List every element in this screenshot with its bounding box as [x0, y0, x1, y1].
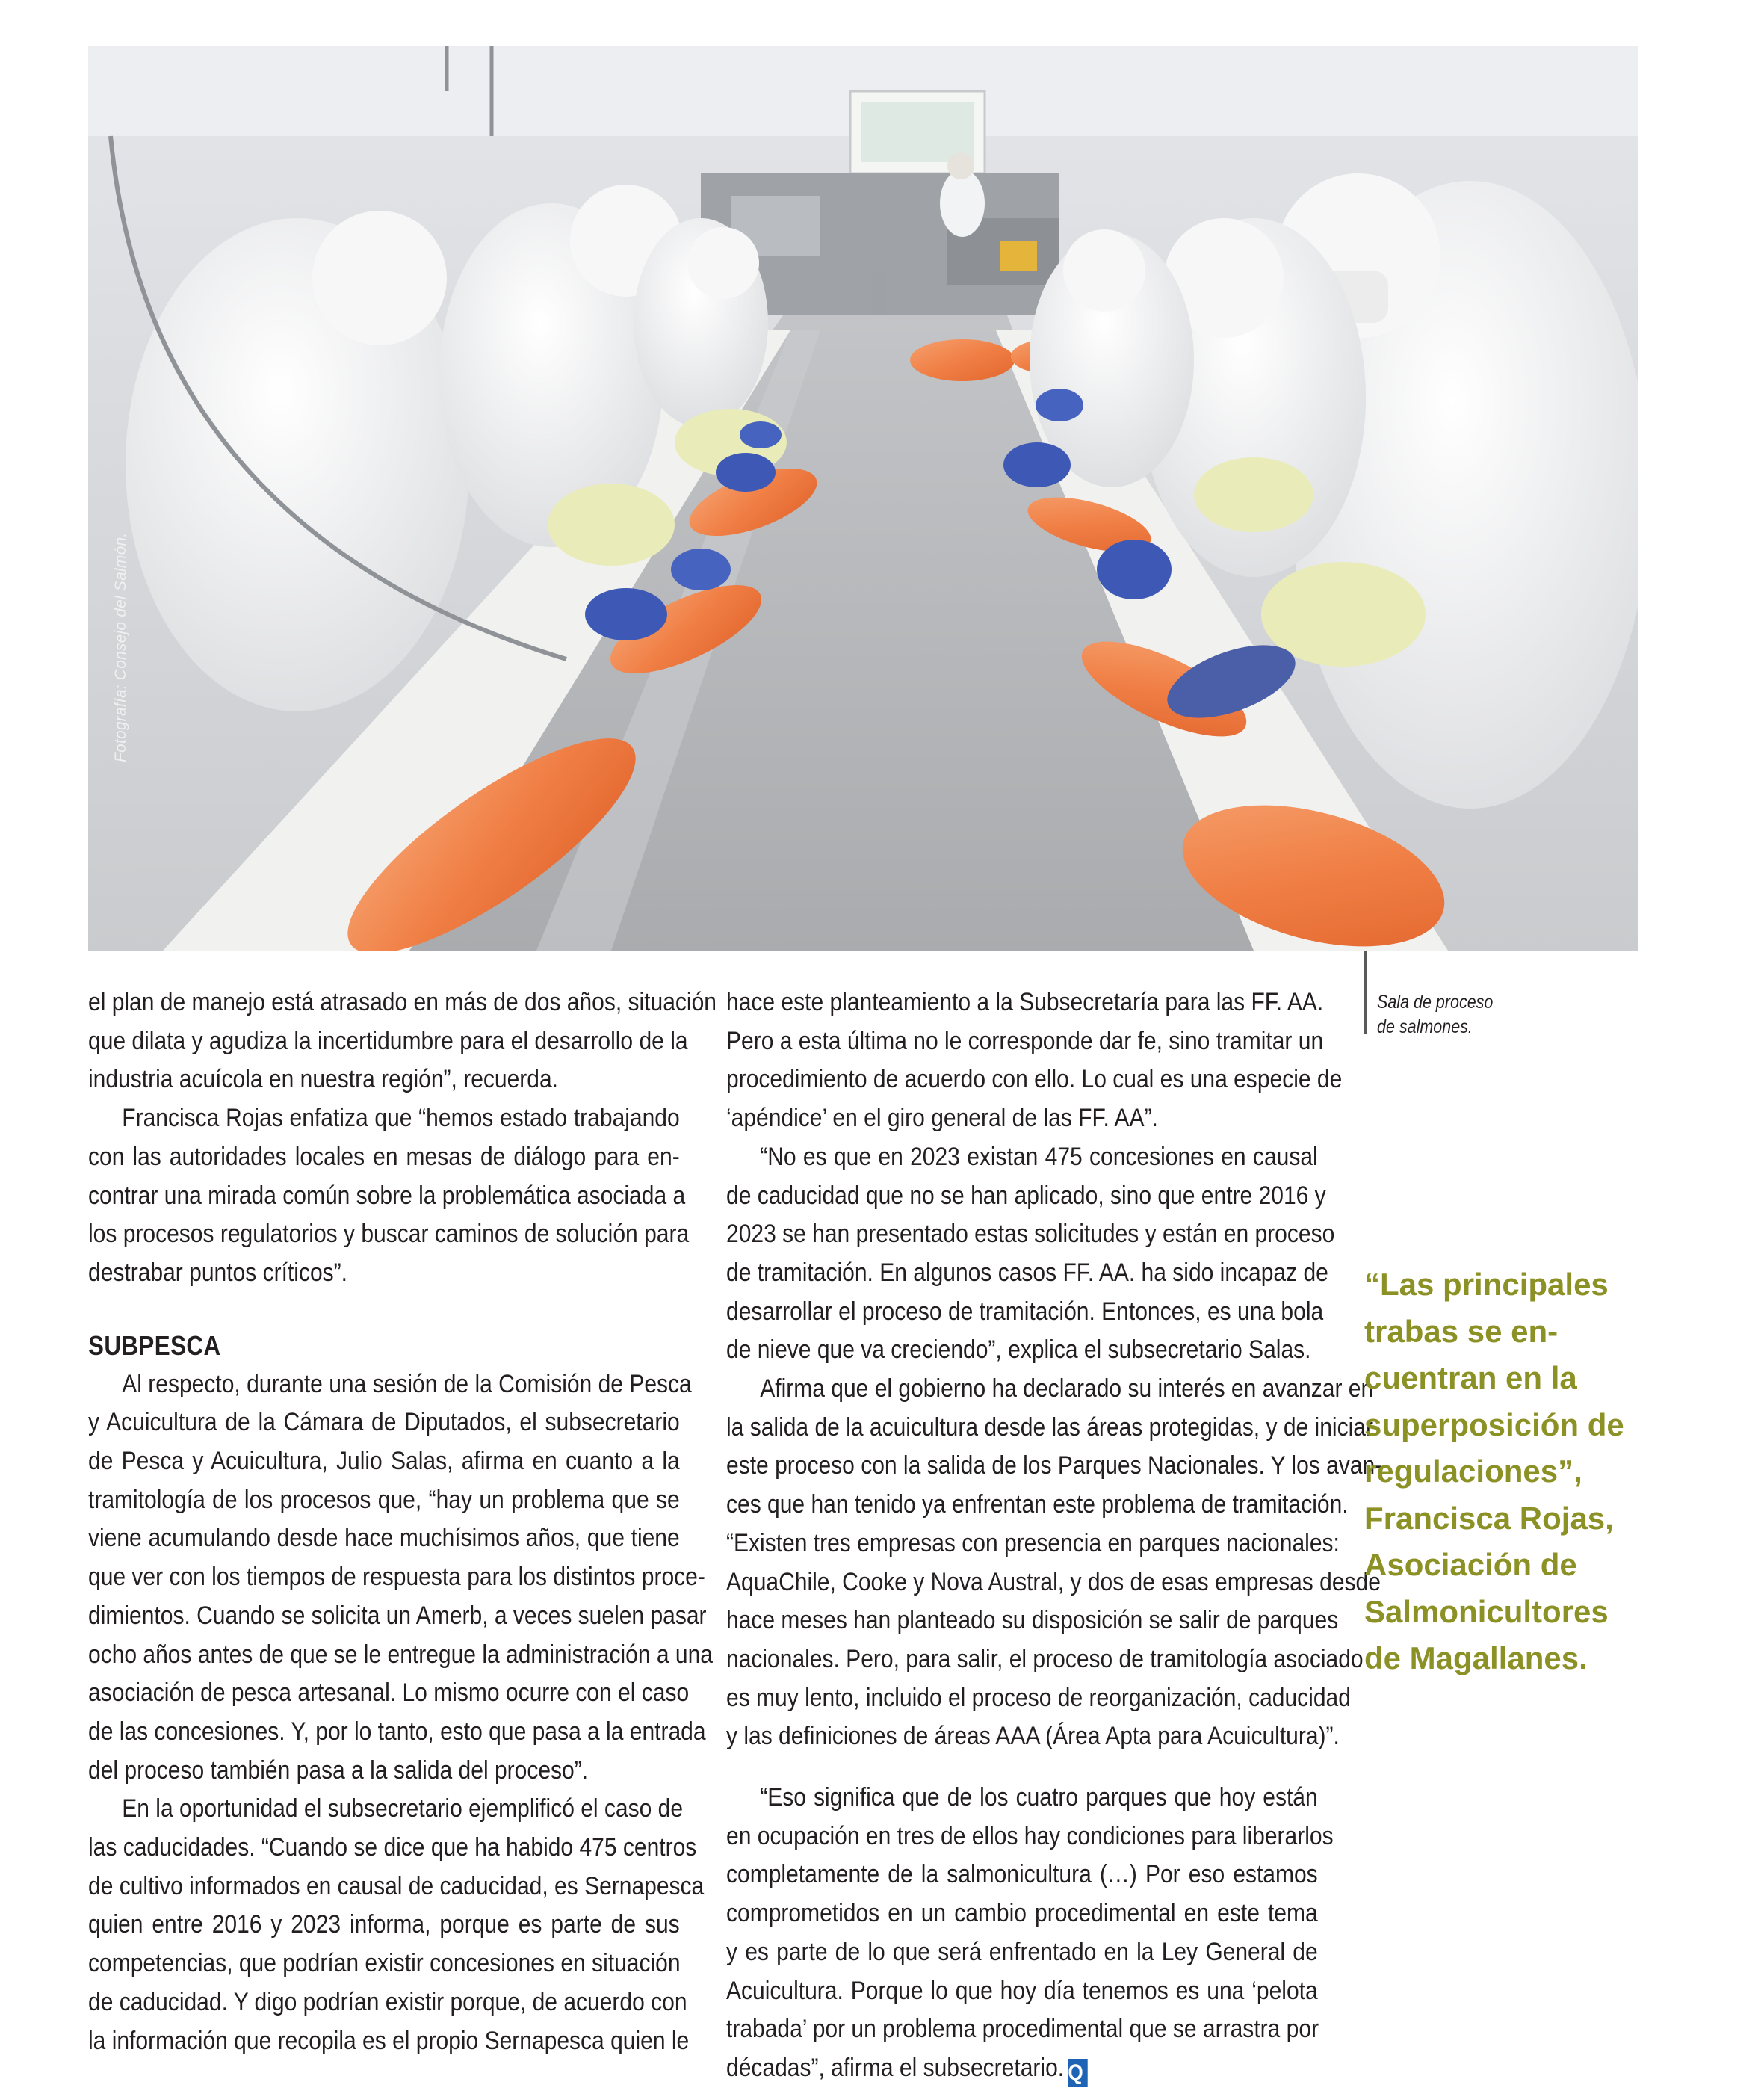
article-column-left [88, 983, 717, 2060]
salmon-processing-photo [88, 46, 1638, 951]
body-line: este proceso con la salida de los Parques Nacionales. Y los avan- [726, 1451, 1383, 1480]
pull-quote-line: “Las principales [1364, 1267, 1609, 1302]
body-line: 2023 se han presentado estas solicitudes y están en proceso [726, 1220, 1335, 1249]
body-line: industria acuícola en nuestra región”, recuerda. [88, 1065, 559, 1094]
body-line: y Acuicultura de la Cámara de Diputados, el subsecretario [88, 1408, 680, 1437]
body-line: ocho años antes de que se le entregue la administración a una [88, 1640, 714, 1669]
pull-quote-line: trabas se en- [1364, 1313, 1559, 1349]
pull-quote [1364, 1261, 1693, 1682]
body-line: hace este planteamiento a la Subsecretaría para las FF. AA. [726, 988, 1324, 1016]
photo-caption [1377, 990, 1544, 1040]
body-line: que ver con los tiempos de respuesta para los distintos proce- [88, 1563, 705, 1592]
body-line: nacionales. Pero, para salir, el proceso de tramitología asociado [726, 1644, 1364, 1673]
body-line: ‘apéndice’ en el giro general de las FF. AA”. [726, 1104, 1158, 1133]
body-line: de las concesiones. Y, por lo tanto, esto que pasa a la entrada [88, 1717, 706, 1746]
caption-rule [1364, 951, 1367, 1034]
body-line: asociación de pesca artesanal. Lo mismo ocurre con el caso [88, 1678, 690, 1708]
body-line: con las autoridades locales en mesas de diálogo para en- [88, 1142, 680, 1171]
body-line: es muy lento, incluido el proceso de reorganización, caducidad [726, 1683, 1351, 1712]
body-line: En la oportunidad el subsecretario ejemplificó el caso de [122, 1794, 684, 1823]
body-line: hace meses han planteado su disposición se salir de parques [726, 1606, 1339, 1635]
pull-quote-line: cuentran en la [1364, 1360, 1577, 1395]
body-line: trabada’ por un problema procedimental que se arrastra por [726, 2015, 1319, 2044]
end-of-article-mark: Q [1068, 2059, 1087, 2087]
body-line: viene acumulando desde hace muchísimos años, que tiene [88, 1524, 680, 1553]
body-line: y es parte de lo que será enfrentado en la Ley General de [726, 1937, 1318, 1966]
body-line: contrar una mirada común sobre la problemática asociada a [88, 1181, 686, 1210]
final-sentence: décadas”, afirma el subsecretario. [726, 2053, 1065, 2082]
body-line: y las definiciones de áreas AAA (Área Apta para Acuicultura)”. [726, 1722, 1340, 1751]
body-line: Al respecto, durante una sesión de la Comisión de Pesca [122, 1369, 692, 1398]
body-line: Afirma que el gobierno ha declarado su interés en avanzar en [760, 1374, 1374, 1403]
photo-credit: Fotografía: Consejo del Salmón. [112, 532, 129, 762]
body-line: “No es que en 2023 existan 475 concesiones en causal [760, 1142, 1318, 1171]
caption-line: de salmones. [1377, 1016, 1473, 1037]
pull-quote-line: Asociación de [1364, 1547, 1577, 1582]
body-line: de caducidad que no se han aplicado, sino que entre 2016 y [726, 1181, 1326, 1210]
body-line: en ocupación en tres de ellos hay condiciones para liberarlos [726, 1821, 1334, 1850]
body-line: desarrollar el proceso de tramitación. Entonces, es una bola [726, 1297, 1324, 1326]
body-line: las caducidades. “Cuando se dice que ha habido 475 centros [88, 1833, 697, 1862]
body-line: del proceso también pasa a la salida del proceso”. [88, 1755, 589, 1785]
pull-quote-line: superposición de [1364, 1406, 1624, 1442]
section-gap [88, 1293, 680, 1326]
body-line: AquaChile, Cooke y Nova Austral, y dos de esas empresas desde [726, 1567, 1381, 1596]
body-line: dimientos. Cuando se solicita un Amerb, a veces suelen pasar [88, 1601, 707, 1630]
body-line: de tramitación. En algunos casos FF. AA. ha sido incapaz de [726, 1258, 1328, 1287]
section-heading-subpesca: SUBPESCA [88, 1329, 221, 1361]
body-line: quien entre 2016 y 2023 informa, porque es parte de sus [88, 1910, 680, 1939]
body-line: comprometidos en un cambio procedimental en este tema [726, 1899, 1318, 1928]
body-line: de caducidad. Y digo podrían existir porque, de acuerdo con [88, 1987, 687, 2016]
body-line: ces que han tenido ya enfrentan este problema de tramitación. [726, 1490, 1349, 1519]
pull-quote-line: Salmonicultores [1364, 1593, 1609, 1629]
body-line: Acuicultura. Porque lo que hoy día tenemos es una ‘pelota [726, 1976, 1318, 2005]
body-line: Francisca Rojas enfatiza que “hemos estado trabajando [122, 1104, 680, 1133]
body-line: la información que recopila es el propio Sernapesca quien le [88, 2026, 690, 2055]
body-line: que dilata y agudiza la incertidumbre para el desarrollo de la [88, 1026, 688, 1055]
body-line: Pero a esta última no le corresponde dar fe, sino tramitar un [726, 1026, 1324, 1055]
body-line: de Pesca y Acuicultura, Julio Salas, afirma en cuanto a la [88, 1447, 680, 1476]
body-line: de cultivo informados en causal de caducidad, es Sernapesca [88, 1871, 705, 1900]
article-column-middle [726, 983, 1383, 2088]
body-line: competencias, que podrían existir concesiones en situación [88, 1949, 681, 1978]
body-line: la salida de la acuicultura desde las áreas protegidas, y de iniciar [726, 1412, 1373, 1442]
pull-quote-line: de Magallanes. [1364, 1640, 1588, 1675]
body-line: “Existen tres empresas con presencia en parques nacionales: [726, 1528, 1340, 1557]
body-line: destrabar puntos críticos”. [88, 1258, 347, 1287]
body-line: el plan de manejo está atrasado en más de dos años, situación [88, 988, 717, 1016]
body-line: completamente de la salmonicultura (…) Por eso estamos [726, 1860, 1318, 1889]
paragraph-gap [726, 1756, 1318, 1779]
body-line-final [726, 2049, 1318, 2088]
body-line: “Eso significa que de los cuatro parques que hoy están [760, 1783, 1318, 1812]
body-line: de nieve que va creciendo”, explica el subsecretario Salas. [726, 1335, 1311, 1365]
body-line: los procesos regulatorios y buscar caminos de solución para [88, 1220, 690, 1249]
body-line: procedimiento de acuerdo con ello. Lo cual es una especie de [726, 1065, 1343, 1094]
caption-line: Sala de proceso [1377, 992, 1494, 1013]
body-line: tramitología de los procesos que, “hay un problema que se [88, 1485, 680, 1514]
pull-quote-line: Francisca Rojas, [1364, 1500, 1614, 1536]
pull-quote-line: regulaciones”, [1364, 1454, 1582, 1489]
